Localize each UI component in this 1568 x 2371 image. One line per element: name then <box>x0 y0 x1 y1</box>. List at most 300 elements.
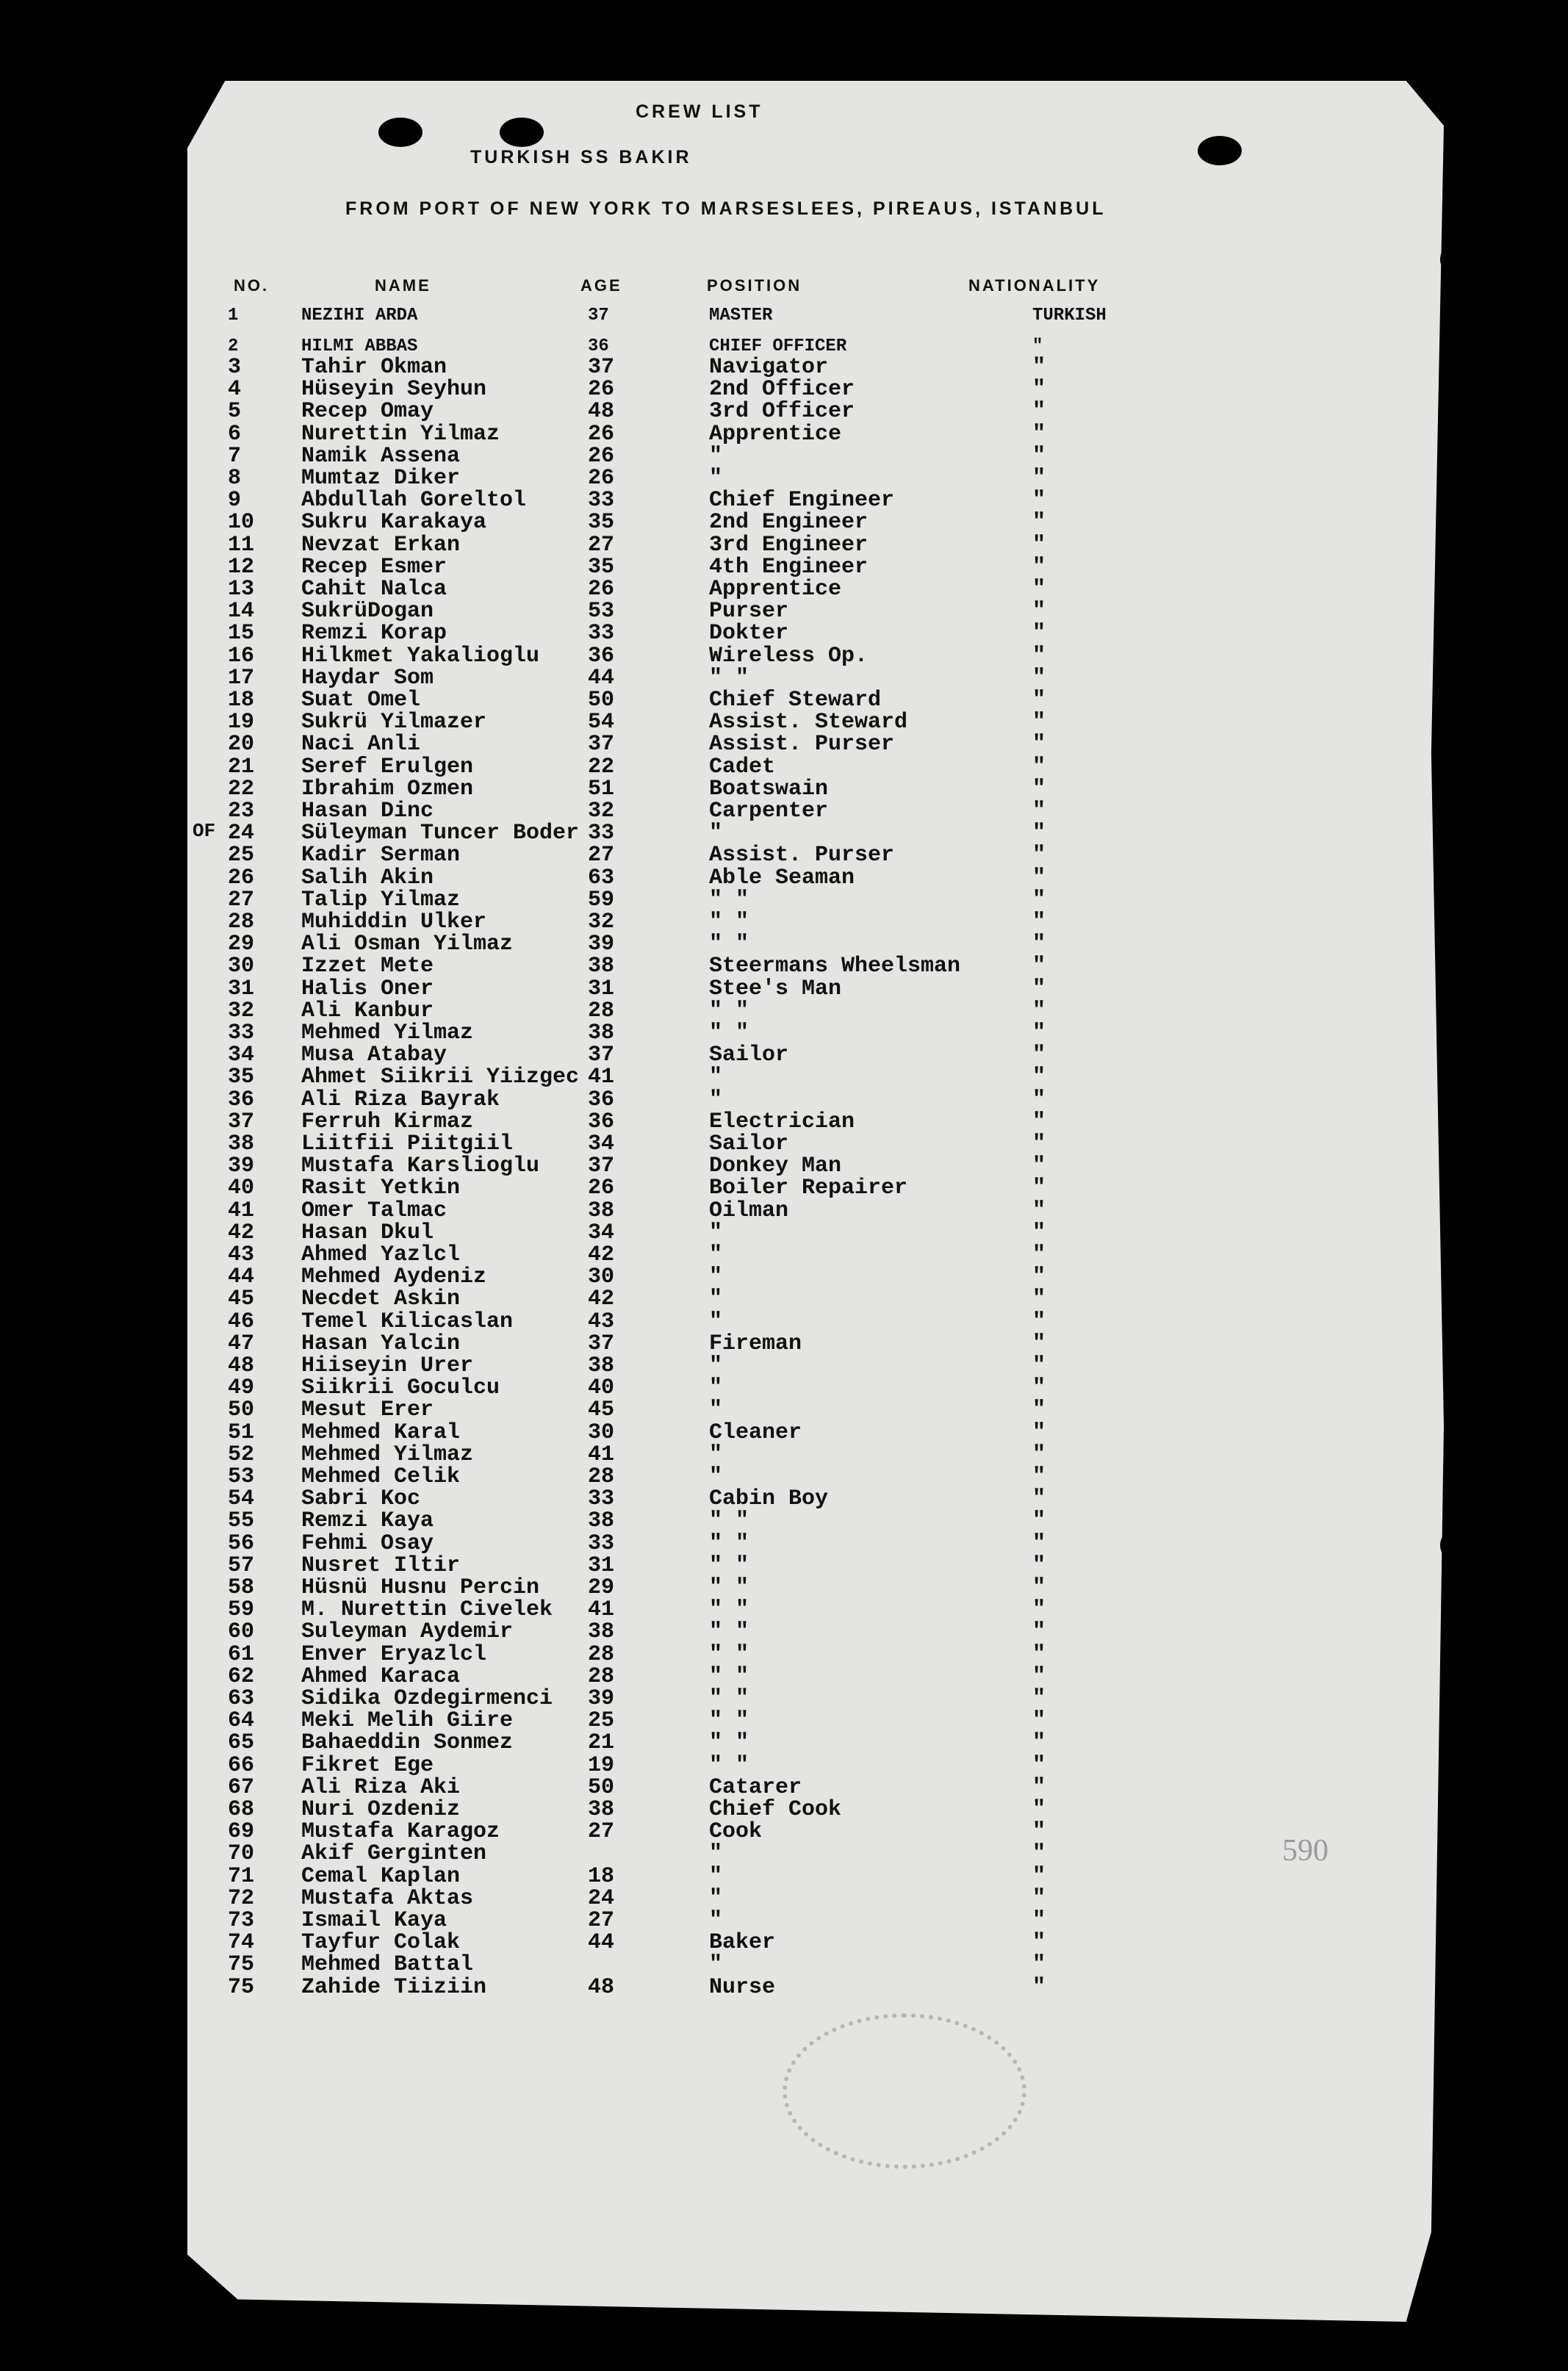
crew-nationality: " <box>1032 954 1046 979</box>
column-header-no: NO. <box>234 276 270 295</box>
crew-name: Suat Omel <box>301 688 421 713</box>
row-number: 5 <box>228 399 242 425</box>
crew-position: " <box>709 466 723 491</box>
crew-name: Mehmed Yilmaz <box>301 1021 474 1046</box>
row-number: 47 <box>228 1331 255 1356</box>
row-number: 2 <box>228 337 239 356</box>
crew-age: 50 <box>588 688 615 713</box>
crew-name: Mehmed Aydeniz <box>301 1264 487 1290</box>
crew-nationality: " <box>1032 1375 1046 1401</box>
row-number: 13 <box>228 577 255 602</box>
crew-nationality: " <box>1032 1752 1046 1778</box>
crew-nationality: " <box>1032 643 1046 669</box>
crew-age: 26 <box>588 421 615 447</box>
row-number: 8 <box>228 466 242 491</box>
crew-position: " " <box>709 1021 749 1046</box>
crew-nationality: " <box>1032 1176 1046 1201</box>
row-number: 10 <box>228 510 255 536</box>
crew-nationality: " <box>1032 1043 1046 1068</box>
crew-name: NEZIHI ARDA <box>301 306 418 325</box>
row-number: 72 <box>228 1885 255 1911</box>
row-number: 48 <box>228 1353 255 1378</box>
crew-name: Mehmed Karal <box>301 1420 461 1445</box>
crew-name: Abdullah Goreltol <box>301 488 527 514</box>
row-number: 16 <box>228 643 255 669</box>
stamp <box>783 2013 1026 2169</box>
punch-hole <box>1440 720 1474 754</box>
crew-name: Mumtaz Diker <box>301 466 461 491</box>
crew-name: Mesut Erer <box>301 1397 434 1423</box>
crew-position: Carpenter <box>709 799 829 824</box>
crew-age: 29 <box>588 1575 615 1600</box>
crew-nationality: " <box>1032 1508 1046 1534</box>
row-number: 56 <box>228 1530 255 1556</box>
crew-nationality: " <box>1032 1109 1046 1134</box>
crew-age: 37 <box>588 1154 615 1179</box>
crew-position: " <box>709 1375 723 1401</box>
crew-position: 2nd Engineer <box>709 510 868 536</box>
crew-position: Electrician <box>709 1109 855 1134</box>
row-number: 51 <box>228 1420 255 1445</box>
crew-nationality: " <box>1032 1442 1046 1467</box>
crew-age: 36 <box>588 337 609 356</box>
crew-age: 44 <box>588 665 615 691</box>
crew-age: 31 <box>588 976 615 1001</box>
row-number: 14 <box>228 599 255 625</box>
crew-age: 30 <box>588 1420 615 1445</box>
crew-name: Sabri Koc <box>301 1486 421 1512</box>
crew-position: " <box>709 1908 723 1933</box>
row-number: 68 <box>228 1797 255 1822</box>
row-number: 75 <box>228 1974 255 2000</box>
crew-name: Enver Eryazlcl <box>301 1641 487 1667</box>
crew-age: 33 <box>588 488 615 514</box>
margin-note: OF <box>193 820 216 842</box>
crew-name: Remzi Korap <box>301 621 447 647</box>
crew-age: 42 <box>588 1287 615 1312</box>
crew-age: 31 <box>588 1553 615 1578</box>
crew-position: " <box>709 821 723 846</box>
crew-nationality: " <box>1032 1331 1046 1356</box>
crew-position: " <box>709 1353 723 1378</box>
crew-age: 44 <box>588 1930 615 1956</box>
crew-nationality: " <box>1032 1530 1046 1556</box>
crew-position: " <box>709 1242 723 1267</box>
row-number: 63 <box>228 1686 255 1711</box>
crew-name: Ferruh Kirmaz <box>301 1109 474 1134</box>
crew-name: Recep Omay <box>301 399 434 425</box>
route: FROM PORT OF NEW YORK TO MARSESLEES, PIREAUS, ISTANBUL <box>345 198 1107 219</box>
crew-name: Hasan Dkul <box>301 1220 434 1245</box>
row-number: 38 <box>228 1131 255 1156</box>
crew-name: Ali Kanbur <box>301 998 434 1023</box>
crew-nationality: " <box>1032 1131 1046 1156</box>
row-number: 43 <box>228 1242 255 1267</box>
punch-hole <box>378 118 422 147</box>
crew-position: Donkey Man <box>709 1154 842 1179</box>
crew-position: Wireless Op. <box>709 643 868 669</box>
crew-nationality: " <box>1032 399 1046 425</box>
crew-nationality: " <box>1032 1309 1046 1334</box>
row-number: 50 <box>228 1397 255 1423</box>
crew-nationality: " <box>1032 1841 1046 1867</box>
row-number: 74 <box>228 1930 255 1956</box>
crew-age: 33 <box>588 1486 615 1512</box>
crew-nationality: " <box>1032 377 1046 403</box>
crew-age: 30 <box>588 1264 615 1290</box>
crew-age: 40 <box>588 1375 615 1401</box>
crew-age: 38 <box>588 1508 615 1534</box>
crew-age: 35 <box>588 554 615 580</box>
crew-name: Zahide Tiiziin <box>301 1974 487 2000</box>
crew-position: Cadet <box>709 754 776 780</box>
crew-nationality: " <box>1032 1974 1046 2000</box>
crew-position: CHIEF OFFICER <box>709 337 847 356</box>
crew-nationality: " <box>1032 1641 1046 1667</box>
row-number: 65 <box>228 1730 255 1756</box>
crew-position: Fireman <box>709 1331 802 1356</box>
row-number: 28 <box>228 910 255 935</box>
crew-name: Hasan Yalcin <box>301 1331 461 1356</box>
crew-age: 38 <box>588 1021 615 1046</box>
crew-position: Apprentice <box>709 421 842 447</box>
crew-nationality: " <box>1032 776 1046 802</box>
crew-nationality: " <box>1032 1065 1046 1090</box>
crew-position: Boatswain <box>709 776 829 802</box>
crew-name: Necdet Askin <box>301 1287 461 1312</box>
crew-position: Stee's Man <box>709 976 842 1001</box>
crew-age: 26 <box>588 1176 615 1201</box>
crew-name: Halis Oner <box>301 976 434 1001</box>
crew-name: Cemal Kaplan <box>301 1863 461 1889</box>
crew-name: SukrüDogan <box>301 599 434 625</box>
row-number: 44 <box>228 1264 255 1290</box>
crew-position: Apprentice <box>709 577 842 602</box>
row-number: 60 <box>228 1619 255 1645</box>
row-number: 69 <box>228 1819 255 1845</box>
row-number: 22 <box>228 776 255 802</box>
row-number: 71 <box>228 1863 255 1889</box>
crew-position: Dokter <box>709 621 789 647</box>
crew-name: Mehmed Battal <box>301 1952 474 1978</box>
crew-age: 48 <box>588 399 615 425</box>
crew-position: " " <box>709 887 749 913</box>
column-header-name: NAME <box>375 276 431 295</box>
punch-hole <box>1440 1528 1474 1562</box>
crew-nationality: " <box>1032 1087 1046 1112</box>
crew-age: 27 <box>588 1819 615 1845</box>
crew-position: Assist. Purser <box>709 843 895 868</box>
crew-age: 37 <box>588 732 615 758</box>
punch-hole <box>1440 364 1474 397</box>
row-number: 30 <box>228 954 255 979</box>
crew-nationality: " <box>1032 1885 1046 1911</box>
crew-age: 22 <box>588 754 615 780</box>
crew-age: 45 <box>588 1397 615 1423</box>
row-number: 26 <box>228 865 255 891</box>
crew-position: Cabin Boy <box>709 1486 829 1512</box>
row-number: 3 <box>228 355 242 380</box>
crew-name: Fehmi Osay <box>301 1530 434 1556</box>
crew-nationality: " <box>1032 821 1046 846</box>
crew-nationality: " <box>1032 1663 1046 1689</box>
crew-age: 26 <box>588 377 615 403</box>
row-number: 66 <box>228 1752 255 1778</box>
crew-nationality: " <box>1032 665 1046 691</box>
crew-nationality: " <box>1032 1553 1046 1578</box>
crew-name: Hüsnü Husnu Percin <box>301 1575 540 1600</box>
crew-name: Suleyman Aydemir <box>301 1619 514 1645</box>
crew-age: 24 <box>588 1885 615 1911</box>
crew-name: Fikret Ege <box>301 1752 434 1778</box>
crew-nationality: " <box>1032 1952 1046 1978</box>
row-number: 49 <box>228 1375 255 1401</box>
row-number: 58 <box>228 1575 255 1600</box>
crew-name: Hasan Dinc <box>301 799 434 824</box>
crew-age: 42 <box>588 1242 615 1267</box>
crew-nationality: " <box>1032 1930 1046 1956</box>
crew-age: 59 <box>588 887 615 913</box>
crew-position: 3rd Engineer <box>709 532 868 558</box>
row-number: 17 <box>228 665 255 691</box>
crew-position: " " <box>709 1663 749 1689</box>
crew-position: " " <box>709 1686 749 1711</box>
crew-nationality: " <box>1032 1774 1046 1800</box>
crew-position: " <box>709 1309 723 1334</box>
crew-position: " " <box>709 998 749 1023</box>
crew-nationality: " <box>1032 510 1046 536</box>
crew-position: " " <box>709 932 749 957</box>
crew-age: 27 <box>588 843 615 868</box>
crew-age: 28 <box>588 998 615 1023</box>
crew-position: Sailor <box>709 1043 789 1068</box>
crew-position: Purser <box>709 599 789 625</box>
crew-nationality: " <box>1032 488 1046 514</box>
punch-hole <box>1198 136 1242 165</box>
row-number: 42 <box>228 1220 255 1245</box>
crew-age: 27 <box>588 532 615 558</box>
crew-name: Nevzat Erkan <box>301 532 461 558</box>
crew-position: " " <box>709 665 749 691</box>
crew-name: Sukru Karakaya <box>301 510 487 536</box>
ship-name: TURKISH SS BAKIR <box>470 147 692 168</box>
crew-nationality: " <box>1032 1287 1046 1312</box>
crew-nationality: " <box>1032 1819 1046 1845</box>
crew-nationality: " <box>1032 532 1046 558</box>
crew-age: 33 <box>588 621 615 647</box>
crew-age: 38 <box>588 1797 615 1822</box>
row-number: 52 <box>228 1442 255 1467</box>
crew-name: Musa Atabay <box>301 1043 447 1068</box>
crew-nationality: " <box>1032 621 1046 647</box>
row-number: 33 <box>228 1021 255 1046</box>
crew-name: M. Nurettin Civelek <box>301 1597 553 1623</box>
crew-name: Süleyman Tuncer Boder <box>301 821 580 846</box>
crew-position: " <box>709 1087 723 1112</box>
crew-age: 51 <box>588 776 615 802</box>
crew-nationality: " <box>1032 1708 1046 1734</box>
crew-name: Ahmed Yazlcl <box>301 1242 461 1267</box>
crew-name: Ahmed Karaca <box>301 1663 461 1689</box>
crew-position: 3rd Officer <box>709 399 855 425</box>
punch-hole <box>1440 2013 1474 2047</box>
crew-position: " " <box>709 1597 749 1623</box>
crew-nationality: " <box>1032 1242 1046 1267</box>
crew-nationality: " <box>1032 710 1046 735</box>
crew-position: " " <box>709 1730 749 1756</box>
punch-hole <box>500 118 544 147</box>
crew-age: 25 <box>588 1708 615 1734</box>
crew-age: 37 <box>588 306 609 325</box>
crew-age: 18 <box>588 1863 615 1889</box>
crew-name: Mustafa Karagoz <box>301 1819 500 1845</box>
row-number: 27 <box>228 887 255 913</box>
crew-age: 38 <box>588 954 615 979</box>
crew-age: 54 <box>588 710 615 735</box>
page-number: 590 <box>1282 1834 1328 1868</box>
crew-position: " <box>709 1863 723 1889</box>
crew-position: Assist. Purser <box>709 732 895 758</box>
row-number: 75 <box>228 1952 255 1978</box>
crew-age: 39 <box>588 932 615 957</box>
crew-position: " <box>709 1841 723 1867</box>
crew-nationality: " <box>1032 688 1046 713</box>
crew-name: Sukrü Yilmazer <box>301 710 487 735</box>
crew-name: Ali Osman Yilmaz <box>301 932 514 957</box>
row-number: 9 <box>228 488 242 514</box>
crew-position: " <box>709 1442 723 1467</box>
crew-position: Navigator <box>709 355 829 380</box>
crew-name: Talip Yilmaz <box>301 887 461 913</box>
row-number: 55 <box>228 1508 255 1534</box>
row-number: 45 <box>228 1287 255 1312</box>
crew-name: Nusret Iltir <box>301 1553 461 1578</box>
crew-age: 36 <box>588 1087 615 1112</box>
row-number: 62 <box>228 1663 255 1689</box>
crew-age: 38 <box>588 1619 615 1645</box>
crew-age: 33 <box>588 1530 615 1556</box>
crew-nationality: " <box>1032 1464 1046 1489</box>
crew-name: Remzi Kaya <box>301 1508 434 1534</box>
row-number: 36 <box>228 1087 255 1112</box>
crew-name: Omer Talmac <box>301 1198 447 1223</box>
crew-position: Catarer <box>709 1774 802 1800</box>
crew-name: Rasit Yetkin <box>301 1176 461 1201</box>
crew-nationality: " <box>1032 1264 1046 1290</box>
crew-age: 26 <box>588 577 615 602</box>
crew-position: " " <box>709 910 749 935</box>
crew-name: Siikrii Goculcu <box>301 1375 500 1401</box>
crew-nationality: " <box>1032 932 1046 957</box>
crew-name: Seref Erulgen <box>301 754 474 780</box>
crew-name: Mehmed Yilmaz <box>301 1442 474 1467</box>
crew-age: 43 <box>588 1309 615 1334</box>
crew-name: Izzet Mete <box>301 954 434 979</box>
crew-nationality: " <box>1032 754 1046 780</box>
crew-name: Recep Esmer <box>301 554 447 580</box>
crew-position: Assist. Steward <box>709 710 908 735</box>
crew-nationality: " <box>1032 554 1046 580</box>
row-number: 73 <box>228 1908 255 1933</box>
crew-age: 28 <box>588 1663 615 1689</box>
row-number: 29 <box>228 932 255 957</box>
row-number: 18 <box>228 688 255 713</box>
crew-age: 53 <box>588 599 615 625</box>
crew-position: Chief Steward <box>709 688 882 713</box>
row-number: 67 <box>228 1774 255 1800</box>
crew-age: 27 <box>588 1908 615 1933</box>
crew-nationality: " <box>1032 843 1046 868</box>
crew-nationality: " <box>1032 355 1046 380</box>
column-header-position: POSITION <box>707 276 802 295</box>
crew-name: Tahir Okman <box>301 355 447 380</box>
crew-name: Kadir Serman <box>301 843 461 868</box>
crew-name: Hilkmet Yakalioglu <box>301 643 540 669</box>
crew-nationality: " <box>1032 443 1046 469</box>
crew-age: 38 <box>588 1353 615 1378</box>
crew-position: " " <box>709 1508 749 1534</box>
crew-nationality: " <box>1032 599 1046 625</box>
crew-name: Ismail Kaya <box>301 1908 447 1933</box>
crew-nationality: " <box>1032 421 1046 447</box>
crew-position: " " <box>709 1619 749 1645</box>
crew-name: Namik Assena <box>301 443 461 469</box>
row-number: 12 <box>228 554 255 580</box>
crew-nationality: " <box>1032 799 1046 824</box>
row-number: 24 <box>228 821 255 846</box>
row-number: 64 <box>228 1708 255 1734</box>
column-header-nationality: NATIONALITY <box>968 276 1101 295</box>
crew-position: " <box>709 1264 723 1290</box>
crew-position: " " <box>709 1641 749 1667</box>
crew-age: 38 <box>588 1198 615 1223</box>
crew-name: Akif Gerginten <box>301 1841 487 1867</box>
row-number: 59 <box>228 1597 255 1623</box>
crew-age: 26 <box>588 443 615 469</box>
crew-age: 32 <box>588 799 615 824</box>
row-number: 34 <box>228 1043 255 1068</box>
row-number: 7 <box>228 443 242 469</box>
crew-name: Ali Riza Aki <box>301 1774 461 1800</box>
crew-nationality: " <box>1032 1198 1046 1223</box>
crew-position: " " <box>709 1553 749 1578</box>
crew-name: Temel Kilicaslan <box>301 1309 514 1334</box>
crew-nationality: " <box>1032 998 1046 1023</box>
crew-age: 50 <box>588 1774 615 1800</box>
crew-name: Mustafa Aktas <box>301 1885 474 1911</box>
crew-name: Ali Riza Bayrak <box>301 1087 500 1112</box>
crew-age: 33 <box>588 821 615 846</box>
crew-name: Ahmet Siikrii Yiizgec <box>301 1065 580 1090</box>
crew-name: Ibrahim Ozmen <box>301 776 474 802</box>
crew-age: 28 <box>588 1464 615 1489</box>
crew-name: Liitfii Piitgiil <box>301 1131 514 1156</box>
crew-position: " " <box>709 1575 749 1600</box>
row-number: 15 <box>228 621 255 647</box>
crew-age: 39 <box>588 1686 615 1711</box>
crew-age: 37 <box>588 1043 615 1068</box>
crew-nationality: " <box>1032 732 1046 758</box>
crew-nationality: " <box>1032 1420 1046 1445</box>
crew-nationality: " <box>1032 1021 1046 1046</box>
crew-position: Boiler Repairer <box>709 1176 908 1201</box>
crew-name: Nurettin Yilmaz <box>301 421 500 447</box>
crew-name: Tayfur Colak <box>301 1930 461 1956</box>
crew-position: Sailor <box>709 1131 789 1156</box>
crew-nationality: " <box>1032 865 1046 891</box>
crew-age: 41 <box>588 1065 615 1090</box>
row-number: 70 <box>228 1841 255 1867</box>
